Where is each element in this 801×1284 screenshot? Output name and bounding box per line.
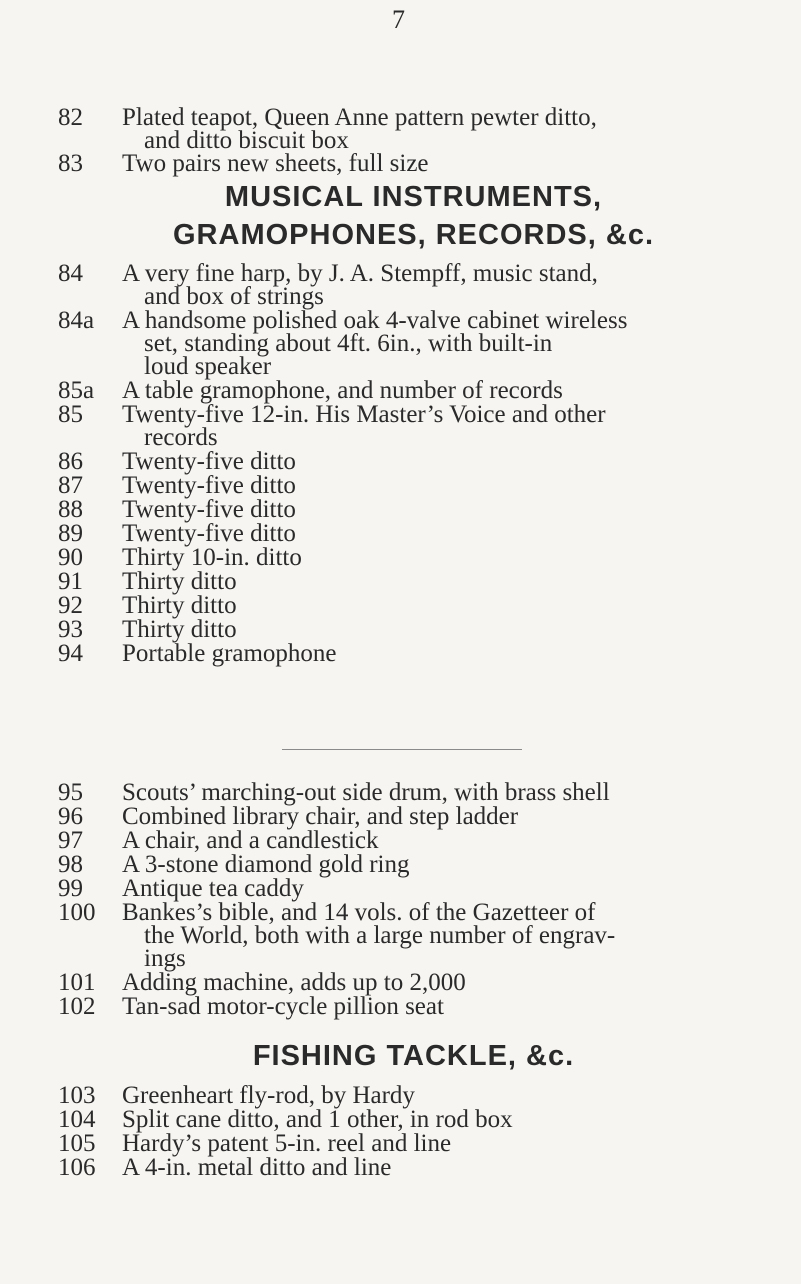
lot-85 xyxy=(0,403,801,449)
lot-100 xyxy=(0,901,801,970)
lot-number: 99 xyxy=(58,875,83,902)
lot-description-line: Split cane ditto, and 1 other, in rod box xyxy=(122,1106,513,1133)
lot-description-line: Two pairs new sheets, full size xyxy=(122,150,429,177)
lot-description-line: A very fine harp, by J. A. Stempff, music stand, xyxy=(122,260,598,287)
lot-description-line: A 4-in. metal ditto and line xyxy=(122,1154,392,1181)
section-heading-musical-instruments: MUSICAL INSTRUMENTS, xyxy=(224,181,603,213)
lot-description-line: Thirty ditto xyxy=(122,616,237,643)
lot-94 xyxy=(0,642,801,665)
lot-82 xyxy=(0,106,801,152)
section-heading-fishing-tackle: FISHING TACKLE, &c. xyxy=(252,1040,575,1072)
section-divider xyxy=(282,749,522,750)
lot-description-line: Thirty ditto xyxy=(122,592,237,619)
lot-description-line: Twenty-five ditto xyxy=(122,496,296,523)
lot-number: 88 xyxy=(58,496,83,523)
lot-number: 104 xyxy=(58,1106,96,1133)
lot-number: 103 xyxy=(58,1082,96,1109)
lot-number: 91 xyxy=(58,568,83,595)
lot-description-line: set, standing about 4ft. 6in., with built-in xyxy=(144,330,553,357)
lot-description-line: Scouts’ marching-out side drum, with brass shell xyxy=(122,779,610,806)
lot-number: 92 xyxy=(58,592,83,619)
lot-102 xyxy=(0,995,801,1018)
lot-number: 102 xyxy=(58,993,96,1020)
lot-description-line: Adding machine, adds up to 2,000 xyxy=(122,969,466,996)
lot-91 xyxy=(0,570,801,593)
lot-description-line: Twenty-five 12-in. His Master’s Voice and other xyxy=(122,401,606,428)
lot-number: 96 xyxy=(58,803,83,830)
lot-86 xyxy=(0,450,801,473)
lot-description-line: loud speaker xyxy=(144,353,272,380)
lot-number: 84 xyxy=(58,260,83,287)
page-number: 7 xyxy=(392,5,405,34)
lot-number: 100 xyxy=(58,899,96,926)
lot-84a xyxy=(0,309,801,378)
section-heading-gramophones: GRAMOPHONES, RECORDS, &c. xyxy=(173,219,654,251)
lot-90 xyxy=(0,546,801,569)
lot-number: 85 xyxy=(58,401,83,428)
lot-description-line: A table gramophone, and number of records xyxy=(122,377,563,404)
lot-number: 82 xyxy=(58,104,83,131)
lot-97 xyxy=(0,829,801,852)
lot-description-line: Plated teapot, Queen Anne pattern pewter ditto, xyxy=(122,104,597,131)
lot-93 xyxy=(0,618,801,641)
lot-description-line: ings xyxy=(144,945,186,972)
lot-description-line: Combined library chair, and step ladder xyxy=(122,803,519,830)
lot-95 xyxy=(0,781,801,804)
lot-85a xyxy=(0,379,801,402)
lot-description-line: Portable gramophone xyxy=(122,640,337,667)
lot-92 xyxy=(0,594,801,617)
lot-84 xyxy=(0,262,801,308)
lot-88 xyxy=(0,498,801,521)
lot-number: 106 xyxy=(58,1154,96,1181)
lot-87 xyxy=(0,474,801,497)
lot-96 xyxy=(0,805,801,828)
lot-description-line: A 3-stone diamond gold ring xyxy=(122,851,410,878)
lot-number: 89 xyxy=(58,520,83,547)
lot-description-line: Antique tea caddy xyxy=(122,875,304,902)
lot-number: 90 xyxy=(58,544,83,571)
lot-103 xyxy=(0,1084,801,1107)
lot-description-line: Tan-sad motor-cycle pillion seat xyxy=(122,993,444,1020)
lot-98 xyxy=(0,853,801,876)
lot-number: 85a xyxy=(58,377,95,404)
lot-description-line: A handsome polished oak 4-valve cabinet wireless xyxy=(122,307,628,334)
lot-104 xyxy=(0,1108,801,1131)
lot-number: 84a xyxy=(58,307,95,334)
lot-description-line: Thirty ditto xyxy=(122,568,237,595)
lot-number: 97 xyxy=(58,827,83,854)
lot-83 xyxy=(0,152,801,175)
lot-99 xyxy=(0,877,801,900)
lot-89 xyxy=(0,522,801,545)
lot-number: 105 xyxy=(58,1130,96,1157)
lot-number: 86 xyxy=(58,448,83,475)
lot-description-line: A chair, and a candlestick xyxy=(122,827,379,854)
lot-description-line: and box of strings xyxy=(144,283,324,310)
lot-105 xyxy=(0,1132,801,1155)
lot-description-line: the World, both with a large number of engrav- xyxy=(144,922,616,949)
lot-number: 83 xyxy=(58,150,83,177)
lot-description-line: Twenty-five ditto xyxy=(122,472,296,499)
lot-number: 94 xyxy=(58,640,83,667)
lot-description-line: Hardy’s patent 5-in. reel and line xyxy=(122,1130,452,1157)
lot-description-line: Twenty-five ditto xyxy=(122,448,296,475)
lot-description-line: records xyxy=(144,424,218,451)
lot-106 xyxy=(0,1156,801,1179)
lot-description-line: Thirty 10-in. ditto xyxy=(122,544,302,571)
lot-number: 87 xyxy=(58,472,83,499)
lot-description-line: Twenty-five ditto xyxy=(122,520,296,547)
lot-number: 98 xyxy=(58,851,83,878)
lot-description-line: and ditto biscuit box xyxy=(144,127,349,154)
lot-number: 95 xyxy=(58,779,83,806)
lot-number: 93 xyxy=(58,616,83,643)
lot-101 xyxy=(0,971,801,994)
lot-description-line: Greenheart fly-rod, by Hardy xyxy=(122,1082,415,1109)
lot-description-line: Bankes’s bible, and 14 vols. of the Gazetteer of xyxy=(122,899,596,926)
lot-number: 101 xyxy=(58,969,96,996)
